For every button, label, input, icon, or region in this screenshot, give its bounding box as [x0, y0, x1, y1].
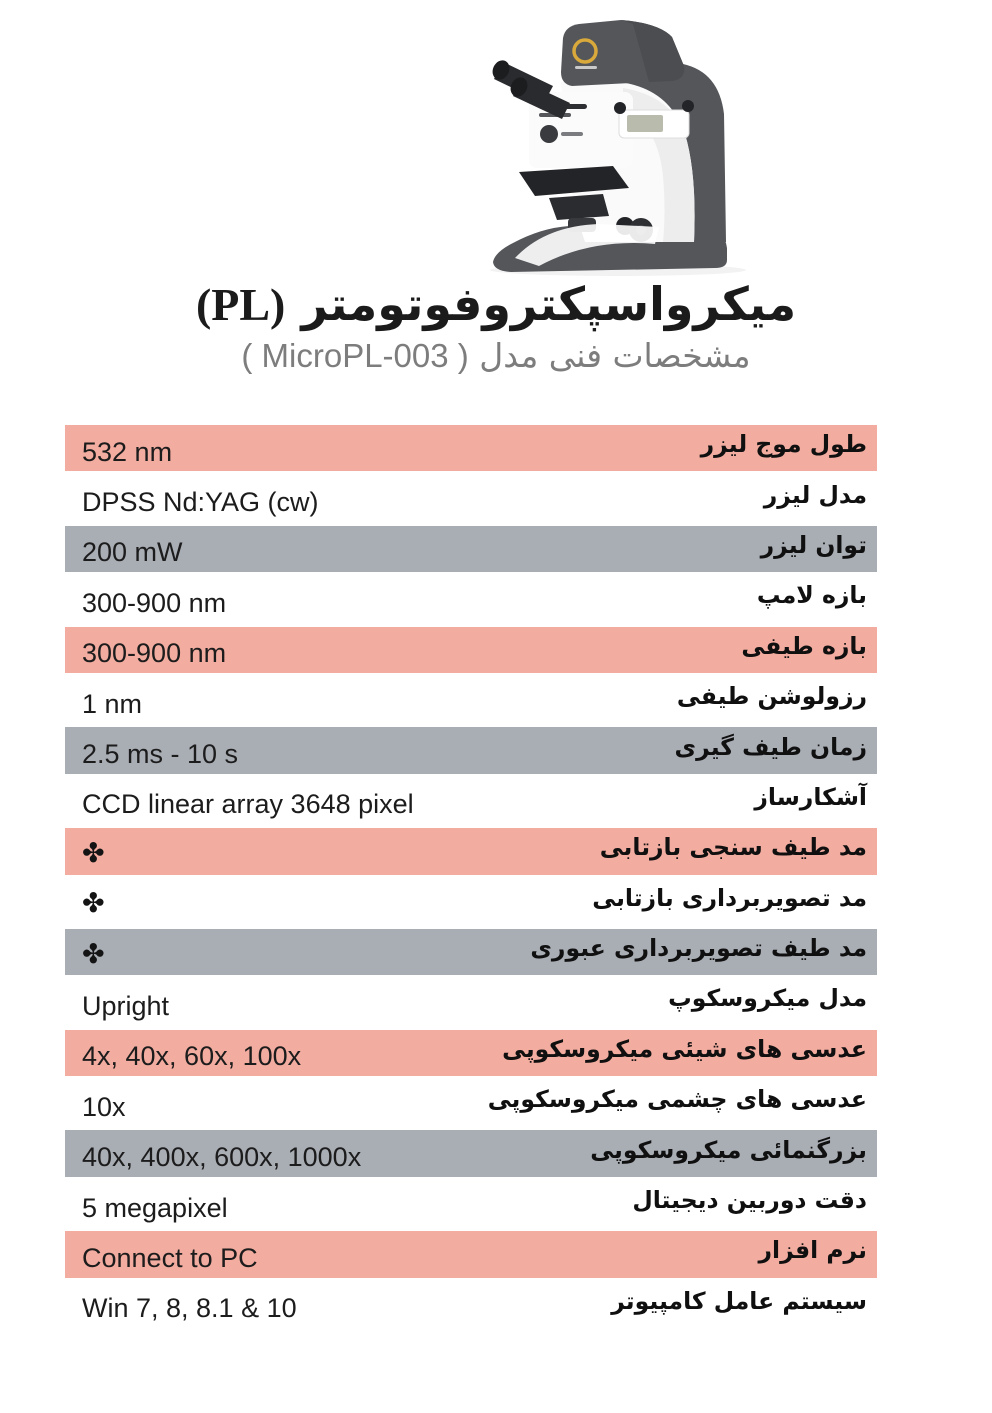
spec-label: بازه لامپ	[756, 581, 867, 610]
spec-value: CCD linear array 3648 pixel	[82, 789, 414, 820]
spec-label: نرم افزار	[758, 1236, 867, 1265]
spec-value: 4x, 40x, 60x, 100x	[82, 1041, 302, 1072]
spec-table	[65, 423, 877, 1330]
spec-label: مد تصویربرداری بازتابی	[592, 883, 867, 912]
spec-value: DPSS Nd:YAG (cw)	[82, 487, 319, 518]
spec-label: توان لیزر	[760, 530, 867, 559]
feature-supported-icon: ✤	[82, 837, 105, 869]
microscope-photo	[472, 6, 764, 278]
spec-label: آشکارساز	[754, 782, 867, 811]
table-row	[65, 1280, 877, 1330]
spec-value: 5 megapixel	[82, 1192, 228, 1223]
table-row	[65, 625, 877, 675]
table-row	[65, 473, 877, 523]
page-title-fa: میکرواسپکتروفوتومتر	[301, 277, 797, 331]
spec-value: 40x, 400x, 600x, 1000x	[82, 1142, 362, 1173]
table-row	[65, 1078, 877, 1128]
spec-label: عدسی های چشمی میکروسکوپی	[487, 1085, 867, 1114]
spec-label: زمان طیف گیری	[674, 732, 867, 761]
table-row	[65, 977, 877, 1027]
table-row	[65, 1179, 877, 1229]
page-title	[0, 278, 992, 332]
spec-value: 532 nm	[82, 436, 173, 467]
page-subtitle	[0, 337, 992, 375]
spec-value: 10x	[82, 1091, 126, 1122]
spec-value: 300-900 nm	[82, 638, 227, 669]
feature-supported-icon: ✤	[82, 888, 105, 920]
table-row	[65, 1028, 877, 1078]
head-knob	[540, 125, 558, 143]
page-title-latin: (PL)	[195, 279, 286, 330]
spec-label: بزرگنمائی میکروسکوپی	[590, 1135, 867, 1164]
spec-value: 200 mW	[82, 537, 183, 568]
spec-value: Win 7, 8, 8.1 & 10	[82, 1293, 297, 1324]
spec-label: مدل لیزر	[763, 480, 867, 509]
table-row	[65, 877, 877, 927]
table-row	[65, 675, 877, 725]
table-row	[65, 574, 877, 624]
spec-label: مدل میکروسکوپ	[668, 984, 867, 1013]
spec-label: رزولوشن طیفی	[676, 682, 867, 711]
page-subtitle-model: ( MicroPL-003 )	[241, 336, 469, 374]
spec-label: بازه طیفی	[741, 631, 867, 660]
head-slider	[561, 132, 583, 136]
spec-label: سیستم عامل کامپیوتر	[611, 1286, 867, 1315]
table-row	[65, 1229, 877, 1279]
spec-value: Connect to PC	[82, 1242, 258, 1273]
spec-label: دقت دوربین دیجیتال	[632, 1186, 867, 1215]
microscope-illustration	[472, 6, 764, 278]
table-row	[65, 524, 877, 574]
table-row	[65, 423, 877, 473]
table-row	[65, 1128, 877, 1178]
table-row	[65, 776, 877, 826]
spec-label: مد طیف تصویربرداری عبوری	[530, 934, 867, 963]
spec-label: مد طیف سنجی بازتابی	[599, 833, 867, 862]
spec-label: عدسی های شیئی میکروسکوپی	[502, 1034, 867, 1063]
table-row	[65, 826, 877, 876]
title-block	[0, 278, 992, 375]
brand-text-mark	[575, 66, 597, 69]
spec-value: 300-900 nm	[82, 587, 227, 618]
table-row	[65, 927, 877, 977]
spec-value: Upright	[82, 990, 170, 1021]
table-row	[65, 725, 877, 775]
spec-value: 1 nm	[82, 688, 143, 719]
page-subtitle-fa: مشخصات فنی مدل	[479, 335, 751, 375]
spec-label: طول موج لیزر	[700, 430, 867, 459]
spec-value: 2.5 ms - 10 s	[82, 739, 239, 770]
feature-supported-icon: ✤	[82, 938, 105, 970]
